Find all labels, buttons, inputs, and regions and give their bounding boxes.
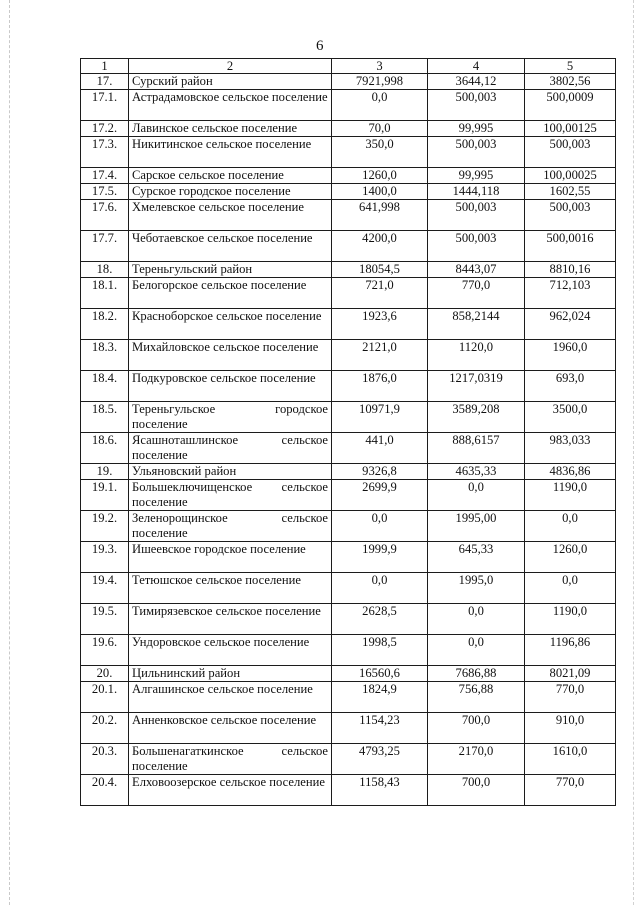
row-name-cell: Тереньгульский район: [129, 262, 332, 278]
table-row: [81, 604, 616, 635]
row-value-col5-cell: 500,0016: [525, 231, 616, 262]
row-value-col3-cell: 1158,43: [332, 775, 428, 806]
row-name-cell: Подкуровское сельское поселение: [129, 371, 332, 402]
table-row: [81, 666, 616, 682]
row-value-col4-cell: 700,0: [428, 775, 525, 806]
table-row: [81, 635, 616, 666]
row-value-col4-cell: 500,003: [428, 200, 525, 231]
table-row: [81, 542, 616, 573]
row-name-cell: Никитинское сельское поселение: [129, 137, 332, 168]
row-value-col4-cell: 1120,0: [428, 340, 525, 371]
row-value-col3-cell: 1400,0: [332, 184, 428, 200]
row-value-col3-cell: 1923,6: [332, 309, 428, 340]
row-value-col3-cell: 7921,998: [332, 74, 428, 90]
row-value-col4-cell: 500,003: [428, 231, 525, 262]
row-number-cell: 18.5.: [81, 402, 129, 433]
row-value-col4-cell: 0,0: [428, 480, 525, 511]
row-value-col4-cell: 500,003: [428, 90, 525, 121]
row-name-cell: Елховоозерское сельское поселение: [129, 775, 332, 806]
row-value-col3-cell: 2699,9: [332, 480, 428, 511]
table-row: [81, 464, 616, 480]
row-value-col5-cell: 1602,55: [525, 184, 616, 200]
row-number-cell: 17.4.: [81, 168, 129, 184]
row-value-col5-cell: 770,0: [525, 682, 616, 713]
row-value-col4-cell: 3644,12: [428, 74, 525, 90]
row-number-cell: 18.3.: [81, 340, 129, 371]
row-value-col5-cell: 500,0009: [525, 90, 616, 121]
table-row: [81, 137, 616, 168]
row-value-col3-cell: 641,998: [332, 200, 428, 231]
row-number-cell: 19.1.: [81, 480, 129, 511]
row-value-col5-cell: 0,0: [525, 511, 616, 542]
row-value-col5-cell: 1196,86: [525, 635, 616, 666]
row-value-col3-cell: 350,0: [332, 137, 428, 168]
row-name-cell: Астрадамовское сельское поселение: [129, 90, 332, 121]
table-row: [81, 433, 616, 464]
row-value-col5-cell: 983,033: [525, 433, 616, 464]
table-row: [81, 511, 616, 542]
row-value-col4-cell: 99,995: [428, 121, 525, 137]
table-row: [81, 278, 616, 309]
table-row: [81, 200, 616, 231]
row-number-cell: 20.1.: [81, 682, 129, 713]
row-number-cell: 17.1.: [81, 90, 129, 121]
row-value-col4-cell: 0,0: [428, 635, 525, 666]
row-name-cell: Белогорское сельское поселение: [129, 278, 332, 309]
row-value-col5-cell: 500,003: [525, 200, 616, 231]
row-value-col5-cell: 100,00025: [525, 168, 616, 184]
row-name-cell: Хмелевское сельское поселение: [129, 200, 332, 231]
row-name-cell: Большенагаткинское сельское поселение: [129, 744, 332, 775]
row-name-cell: Чеботаевское сельское поселение: [129, 231, 332, 262]
row-value-col3-cell: 441,0: [332, 433, 428, 464]
row-value-col3-cell: 2121,0: [332, 340, 428, 371]
row-number-cell: 19.5.: [81, 604, 129, 635]
row-value-col3-cell: 1824,9: [332, 682, 428, 713]
table-row: [81, 231, 616, 262]
row-value-col5-cell: 910,0: [525, 713, 616, 744]
row-value-col4-cell: 2170,0: [428, 744, 525, 775]
table-row: [81, 480, 616, 511]
row-value-col3-cell: 0,0: [332, 90, 428, 121]
row-value-col3-cell: 70,0: [332, 121, 428, 137]
row-number-cell: 18.2.: [81, 309, 129, 340]
row-value-col3-cell: 2628,5: [332, 604, 428, 635]
column-header-2: 2: [129, 59, 332, 74]
row-name-cell: Зеленорощинское сельское поселение: [129, 511, 332, 542]
row-value-col5-cell: 712,103: [525, 278, 616, 309]
row-name-cell: Большеключищенское сельское поселение: [129, 480, 332, 511]
row-number-cell: 18.1.: [81, 278, 129, 309]
row-value-col4-cell: 1217,0319: [428, 371, 525, 402]
table-header-row: [81, 59, 616, 74]
row-name-cell: Ундоровское сельское поселение: [129, 635, 332, 666]
row-value-col4-cell: 1995,0: [428, 573, 525, 604]
scan-edge-left: [9, 0, 10, 905]
row-value-col5-cell: 1260,0: [525, 542, 616, 573]
row-value-col4-cell: 770,0: [428, 278, 525, 309]
row-value-col4-cell: 645,33: [428, 542, 525, 573]
row-value-col5-cell: 100,00125: [525, 121, 616, 137]
row-value-col5-cell: 0,0: [525, 573, 616, 604]
table-row: [81, 309, 616, 340]
table-row: [81, 744, 616, 775]
scan-edge-right: [633, 0, 634, 905]
row-name-cell: Михайловское сельское поселение: [129, 340, 332, 371]
row-value-col3-cell: 0,0: [332, 511, 428, 542]
row-value-col3-cell: 1998,5: [332, 635, 428, 666]
row-value-col5-cell: 500,003: [525, 137, 616, 168]
row-value-col4-cell: 700,0: [428, 713, 525, 744]
row-number-cell: 20.: [81, 666, 129, 682]
row-value-col4-cell: 99,995: [428, 168, 525, 184]
row-value-col5-cell: 4836,86: [525, 464, 616, 480]
table-row: [81, 74, 616, 90]
table-row: [81, 340, 616, 371]
row-name-cell: Тимирязевское сельское поселение: [129, 604, 332, 635]
row-value-col3-cell: 9326,8: [332, 464, 428, 480]
row-number-cell: 19.6.: [81, 635, 129, 666]
table-row: [81, 682, 616, 713]
row-number-cell: 20.4.: [81, 775, 129, 806]
row-value-col5-cell: 3500,0: [525, 402, 616, 433]
table-row: [81, 402, 616, 433]
row-number-cell: 17.: [81, 74, 129, 90]
column-header-3: 3: [332, 59, 428, 74]
row-number-cell: 19.2.: [81, 511, 129, 542]
column-header-5: 5: [525, 59, 616, 74]
row-name-cell: Лавинское сельское поселение: [129, 121, 332, 137]
row-name-cell: Анненковское сельское поселение: [129, 713, 332, 744]
row-name-cell: Цильнинский район: [129, 666, 332, 682]
row-value-col3-cell: 721,0: [332, 278, 428, 309]
row-value-col5-cell: 8021,09: [525, 666, 616, 682]
row-value-col4-cell: 756,88: [428, 682, 525, 713]
row-number-cell: 20.2.: [81, 713, 129, 744]
row-number-cell: 18.4.: [81, 371, 129, 402]
row-value-col4-cell: 7686,88: [428, 666, 525, 682]
row-value-col4-cell: 1995,00: [428, 511, 525, 542]
table-row: [81, 121, 616, 137]
table-row: [81, 775, 616, 806]
row-value-col5-cell: 1960,0: [525, 340, 616, 371]
row-value-col5-cell: 1610,0: [525, 744, 616, 775]
row-name-cell: Тетюшское сельское поселение: [129, 573, 332, 604]
row-value-col5-cell: 1190,0: [525, 480, 616, 511]
table-row: [81, 90, 616, 121]
table-row: [81, 573, 616, 604]
row-value-col3-cell: 4793,25: [332, 744, 428, 775]
row-name-cell: Ульяновский район: [129, 464, 332, 480]
row-name-cell: Ясашноташлинское сельское поселение: [129, 433, 332, 464]
row-number-cell: 19.: [81, 464, 129, 480]
row-value-col4-cell: 0,0: [428, 604, 525, 635]
row-value-col4-cell: 858,2144: [428, 309, 525, 340]
row-value-col3-cell: 1260,0: [332, 168, 428, 184]
row-value-col4-cell: 1444,118: [428, 184, 525, 200]
row-number-cell: 17.7.: [81, 231, 129, 262]
row-value-col3-cell: 1999,9: [332, 542, 428, 573]
row-value-col4-cell: 8443,07: [428, 262, 525, 278]
row-value-col4-cell: 3589,208: [428, 402, 525, 433]
row-name-cell: Красноборское сельское поселение: [129, 309, 332, 340]
column-header-1: 1: [81, 59, 129, 74]
row-value-col3-cell: 1154,23: [332, 713, 428, 744]
row-number-cell: 19.4.: [81, 573, 129, 604]
table-row: [81, 168, 616, 184]
row-value-col5-cell: 1190,0: [525, 604, 616, 635]
row-value-col3-cell: 4200,0: [332, 231, 428, 262]
row-value-col5-cell: 962,024: [525, 309, 616, 340]
row-value-col5-cell: 3802,56: [525, 74, 616, 90]
row-number-cell: 20.3.: [81, 744, 129, 775]
table-row: [81, 184, 616, 200]
row-number-cell: 17.6.: [81, 200, 129, 231]
budget-allocation-table: [80, 58, 616, 806]
row-value-col4-cell: 4635,33: [428, 464, 525, 480]
table-row: [81, 371, 616, 402]
row-name-cell: Ишеевское городское поселение: [129, 542, 332, 573]
table-row: [81, 713, 616, 744]
row-name-cell: Сарское сельское поселение: [129, 168, 332, 184]
row-name-cell: Сурское городское поселение: [129, 184, 332, 200]
row-name-cell: Тереньгульское городское поселение: [129, 402, 332, 433]
row-number-cell: 17.3.: [81, 137, 129, 168]
row-value-col5-cell: 8810,16: [525, 262, 616, 278]
row-value-col4-cell: 888,6157: [428, 433, 525, 464]
table-row: [81, 262, 616, 278]
row-value-col4-cell: 500,003: [428, 137, 525, 168]
row-name-cell: Алгашинское сельское поселение: [129, 682, 332, 713]
row-number-cell: 18.: [81, 262, 129, 278]
row-number-cell: 17.2.: [81, 121, 129, 137]
row-value-col5-cell: 770,0: [525, 775, 616, 806]
row-value-col3-cell: 18054,5: [332, 262, 428, 278]
column-header-4: 4: [428, 59, 525, 74]
row-value-col3-cell: 16560,6: [332, 666, 428, 682]
row-number-cell: 17.5.: [81, 184, 129, 200]
row-value-col5-cell: 693,0: [525, 371, 616, 402]
row-name-cell: Сурский район: [129, 74, 332, 90]
row-value-col3-cell: 10971,9: [332, 402, 428, 433]
table-body: [81, 74, 616, 806]
row-value-col3-cell: 0,0: [332, 573, 428, 604]
row-value-col3-cell: 1876,0: [332, 371, 428, 402]
row-number-cell: 18.6.: [81, 433, 129, 464]
row-number-cell: 19.3.: [81, 542, 129, 573]
page-number: 6: [316, 38, 324, 54]
